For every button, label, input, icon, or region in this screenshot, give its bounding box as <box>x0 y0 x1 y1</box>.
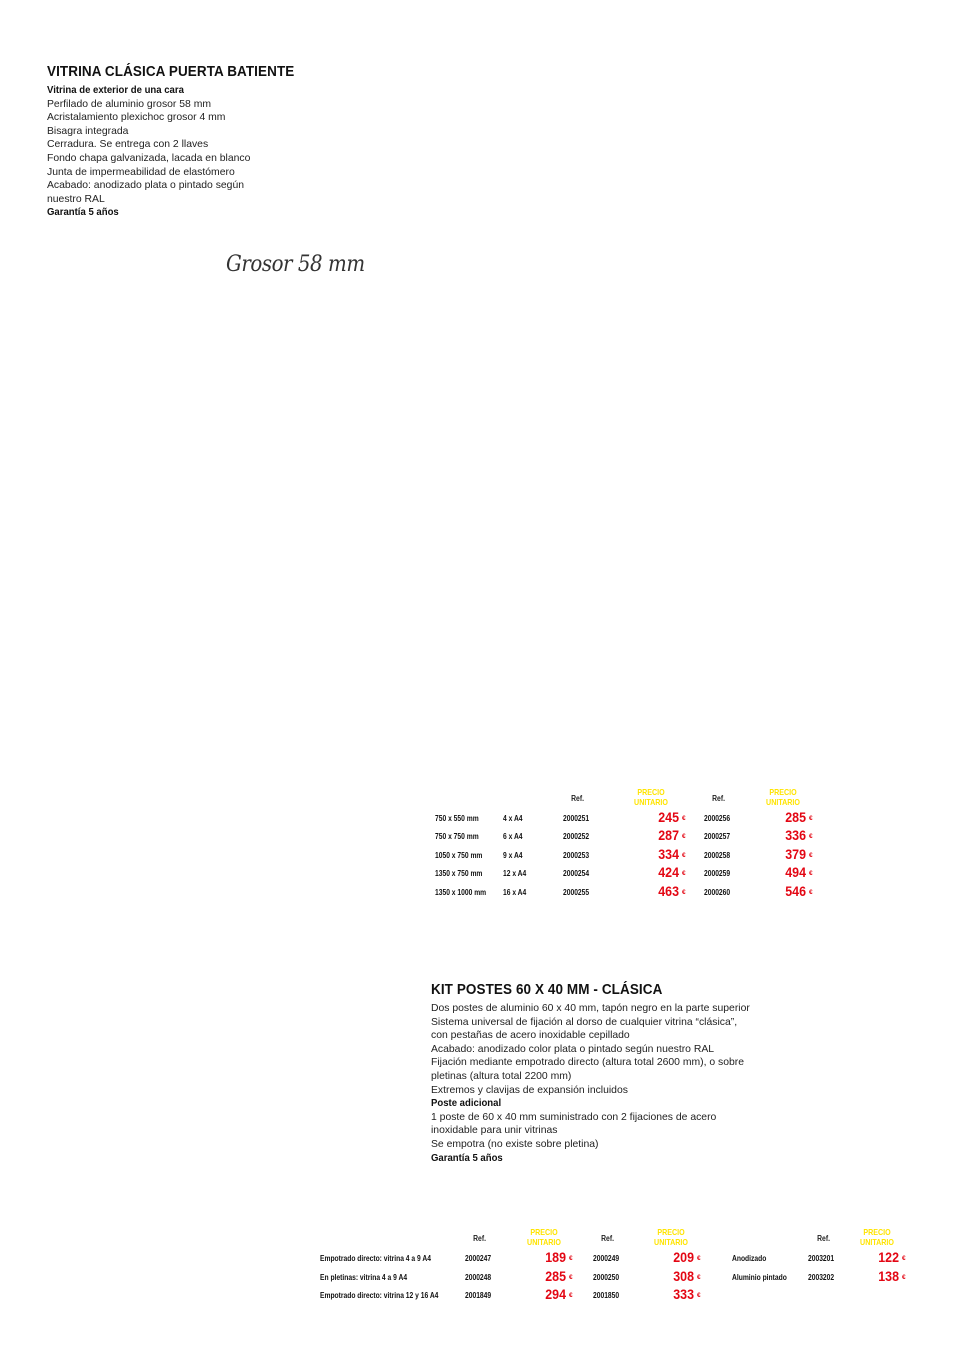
euro-symbol: € <box>809 851 813 859</box>
table-row <box>432 865 832 883</box>
kit-desc-line: Sistema universal de fijación al dorso de cualquier vitrina “clásica”, <box>431 1016 738 1028</box>
price-cell: 285 <box>785 810 806 825</box>
table-row <box>320 1287 720 1305</box>
euro-symbol: € <box>902 1273 906 1281</box>
euro-symbol: € <box>569 1255 573 1262</box>
kit-desc-line: Garantía 5 años <box>431 1152 503 1164</box>
price-cell: 122 <box>878 1250 899 1265</box>
format-cell: 9 x A4 <box>503 850 523 860</box>
size-cell: 1350 x 750 mm <box>435 869 483 879</box>
label-cell: En pletinas: vitrina 4 a 9 A4 <box>320 1272 408 1282</box>
vitrina-desc-line: nuestro RAL <box>47 193 105 205</box>
vitrina-price-table <box>432 786 832 906</box>
ref-cell: 2003201 <box>808 1254 835 1263</box>
euro-symbol: € <box>809 833 813 841</box>
euro-symbol: € <box>682 870 686 878</box>
product-title-vitrina: VITRINA CLÁSICA PUERTA BATIENTE <box>47 64 295 80</box>
kit-price-table <box>320 1226 720 1306</box>
vitrina-desc-line: Bisagra integrada <box>47 125 129 137</box>
kit-desc-line: Extremos y clavijas de expansión incluidos <box>431 1084 628 1096</box>
price-cell: 138 <box>878 1268 899 1284</box>
euro-symbol: € <box>682 815 686 822</box>
table1-price-header-b: PRECIO UNITARIO <box>766 787 800 807</box>
vitrina-desc-line: Cerradura. Se entrega con 2 llaves <box>47 139 209 151</box>
table-row <box>432 847 832 865</box>
size-cell: 750 x 750 mm <box>435 832 479 842</box>
format-cell: 4 x A4 <box>503 814 523 823</box>
table1-ref-header-b: Ref. <box>712 794 725 803</box>
vitrina-desc-line: Junta de impermeabilidad de elastómero <box>47 166 235 178</box>
euro-symbol: € <box>682 833 686 841</box>
format-cell: 6 x A4 <box>503 832 523 842</box>
format-cell: 16 x A4 <box>503 887 527 897</box>
ref-cell: 2000249 <box>593 1254 620 1263</box>
price-cell: 308 <box>673 1268 694 1284</box>
table-row <box>432 828 832 846</box>
euro-symbol: € <box>682 851 686 859</box>
ref-cell: 2000258 <box>704 850 731 860</box>
euro-symbol: € <box>697 1292 701 1299</box>
ref-cell: 2000255 <box>563 887 590 897</box>
table-row <box>320 1269 720 1287</box>
label-cell: Anodizado <box>732 1254 767 1263</box>
price-cell: 209 <box>673 1250 694 1265</box>
vitrina-desc-line: Acristalamiento plexichoc grosor 4 mm <box>47 112 226 124</box>
label-cell: Empotrado directo: vitrina 4 a 9 A4 <box>320 1254 431 1263</box>
table1-ref-header-a: Ref. <box>571 794 584 803</box>
euro-symbol: € <box>682 888 686 896</box>
label-cell: Empotrado directo: vitrina 12 y 16 A4 <box>320 1291 439 1300</box>
euro-symbol: € <box>569 1292 573 1299</box>
price-cell: 463 <box>658 883 679 899</box>
table2-ref-header-b: Ref. <box>601 1234 614 1243</box>
ref-cell: 2000251 <box>563 814 590 823</box>
label-cell: Aluminio pintado <box>732 1272 787 1282</box>
price-cell: 334 <box>658 846 679 862</box>
price-cell: 494 <box>785 865 806 881</box>
table-row <box>432 884 832 902</box>
price-cell: 379 <box>785 846 806 862</box>
ref-cell: 2000247 <box>465 1254 492 1263</box>
size-cell: 1050 x 750 mm <box>435 850 483 860</box>
vitrina-desc-line: Acabado: anodizado plata o pintado según <box>47 180 245 192</box>
price-cell: 285 <box>545 1268 566 1284</box>
ref-cell: 2000252 <box>563 832 590 842</box>
vitrina-desc-line: Perfilado de aluminio grosor 58 mm <box>47 98 212 110</box>
ref-cell: 2001850 <box>593 1291 620 1300</box>
ref-cell: 2000254 <box>563 869 590 879</box>
finish-price-table <box>732 1226 932 1286</box>
table-row <box>320 1250 720 1268</box>
kit-desc-line: pletinas (altura total 2200 mm) <box>431 1070 572 1082</box>
format-cell: 12 x A4 <box>503 869 527 879</box>
size-cell: 750 x 550 mm <box>435 814 479 823</box>
kit-desc-line: Se empotra (no existe sobre pletina) <box>431 1138 599 1150</box>
vitrina-desc-line: Vitrina de exterior de una cara <box>47 85 184 96</box>
table-row <box>732 1250 932 1268</box>
price-cell: 546 <box>785 883 806 899</box>
price-cell: 294 <box>545 1287 566 1302</box>
product-title-kit: KIT POSTES 60 X 40 MM - CLÁSICA <box>431 982 663 998</box>
kit-desc-line: Acabado: anodizado color plata o pintado según nuestro RAL <box>431 1043 715 1055</box>
euro-symbol: € <box>809 815 813 822</box>
price-cell: 245 <box>658 810 679 825</box>
ref-cell: 2000253 <box>563 850 590 860</box>
price-cell: 189 <box>545 1250 566 1265</box>
kit-desc-line: Fijación mediante empotrado directo (altura total 2600 mm), o sobre <box>431 1057 745 1069</box>
ref-cell: 2000259 <box>704 869 731 879</box>
ref-cell: 2003202 <box>808 1272 835 1282</box>
euro-symbol: € <box>809 870 813 878</box>
table2-price-header-a: PRECIO UNITARIO <box>527 1227 561 1247</box>
price-cell: 336 <box>785 828 806 844</box>
euro-symbol: € <box>697 1273 701 1281</box>
table-row <box>732 1269 932 1287</box>
euro-symbol: € <box>569 1273 573 1281</box>
ref-cell: 2000250 <box>593 1272 620 1282</box>
ref-cell: 2000256 <box>704 814 731 823</box>
table-row <box>432 810 832 828</box>
ref-cell: 2000257 <box>704 832 731 842</box>
size-cell: 1350 x 1000 mm <box>435 887 487 897</box>
euro-symbol: € <box>697 1255 701 1262</box>
table2-ref-header-a: Ref. <box>473 1234 486 1243</box>
kit-desc-line: 1 poste de 60 x 40 mm suministrado con 2 fijaciones de acero <box>431 1111 717 1123</box>
price-cell: 333 <box>673 1287 694 1302</box>
table3-price-header: PRECIO UNITARIO <box>860 1227 894 1247</box>
kit-desc-line: Dos postes de aluminio 60 x 40 mm, tapón negro en la parte superior <box>431 1003 750 1014</box>
euro-symbol: € <box>809 888 813 896</box>
kit-desc-line: con pestañas de acero inoxidable cepillado <box>431 1030 630 1042</box>
ref-cell: 2001849 <box>465 1291 492 1300</box>
table2-price-header-b: PRECIO UNITARIO <box>654 1227 688 1247</box>
price-cell: 424 <box>658 865 679 881</box>
ref-cell: 2000260 <box>704 887 731 897</box>
ref-cell: 2000248 <box>465 1272 492 1282</box>
grosor-label: Grosor 58 mm <box>226 252 365 277</box>
price-cell: 287 <box>658 828 679 844</box>
vitrina-desc-line: Fondo chapa galvanizada, lacada en blanco <box>47 152 251 164</box>
euro-symbol: € <box>902 1255 906 1262</box>
kit-description <box>431 1002 750 1165</box>
vitrina-description <box>47 84 250 220</box>
vitrina-desc-line: Garantía 5 años <box>47 207 119 219</box>
kit-desc-line: inoxidable para unir vitrinas <box>431 1125 558 1137</box>
table1-price-header-a: PRECIO UNITARIO <box>634 787 668 807</box>
table3-ref-header: Ref. <box>817 1234 830 1243</box>
kit-desc-line: Poste adicional <box>431 1098 502 1110</box>
